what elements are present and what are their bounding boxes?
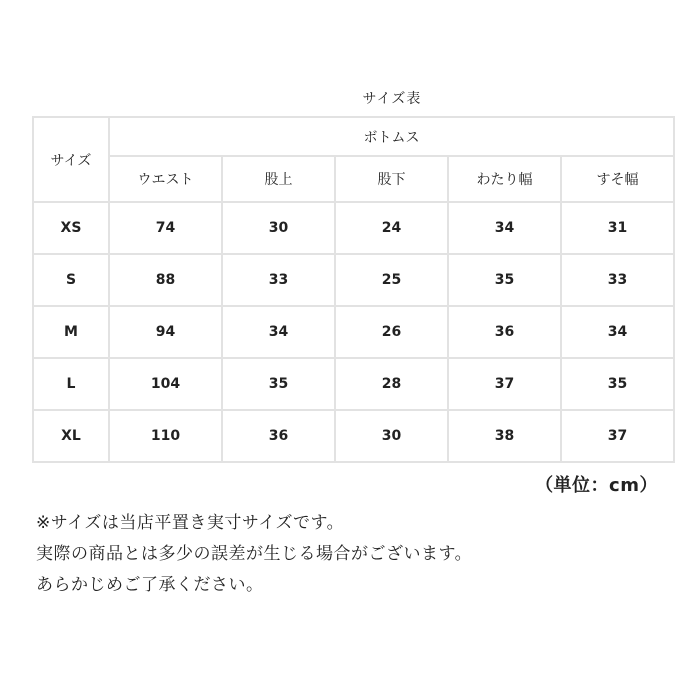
column-header-inseam: 股下 (335, 156, 448, 202)
header-row-group (33, 117, 674, 156)
table-cell: 28 (335, 358, 448, 410)
table-cell: 36 (448, 306, 561, 358)
table-cell: 35 (561, 358, 674, 410)
column-header-hem: すそ幅 (561, 156, 674, 202)
table-cell: 26 (335, 306, 448, 358)
table-row (33, 306, 674, 358)
table-row (33, 358, 674, 410)
note-line: あらかじめご了承ください。 (36, 575, 264, 595)
table-cell: 30 (335, 410, 448, 462)
size-label: M (33, 306, 109, 358)
table-cell: 35 (448, 254, 561, 306)
table-cell: 94 (109, 306, 222, 358)
column-header-waist: ウエスト (109, 156, 222, 202)
table-cell: 30 (222, 202, 335, 254)
size-column-header: サイズ (33, 117, 109, 202)
size-table (32, 116, 675, 463)
group-header-bottoms: ボトムス (109, 117, 674, 156)
column-header-rise: 股上 (222, 156, 335, 202)
table-cell: 88 (109, 254, 222, 306)
table-cell: 24 (335, 202, 448, 254)
note-line: ※サイズは当店平置き実寸サイズです。 (36, 513, 345, 533)
table-cell: 31 (561, 202, 674, 254)
notes-block (36, 508, 676, 601)
table-cell: 104 (109, 358, 222, 410)
size-label: XL (33, 410, 109, 462)
table-cell: 35 (222, 358, 335, 410)
table-cell: 37 (448, 358, 561, 410)
unit-note: （単位：cm） (535, 475, 658, 496)
table-row (33, 202, 674, 254)
table-cell: 37 (561, 410, 674, 462)
table-cell: 34 (222, 306, 335, 358)
table-cell: 25 (335, 254, 448, 306)
table-cell: 34 (448, 202, 561, 254)
column-header-thigh: わたり幅 (448, 156, 561, 202)
table-cell: 74 (109, 202, 222, 254)
table-cell: 36 (222, 410, 335, 462)
table-cell: 33 (222, 254, 335, 306)
size-label: XS (33, 202, 109, 254)
page-title: サイズ表 (362, 91, 422, 107)
note-line: 実際の商品とは多少の誤差が生じる場合がございます。 (36, 544, 473, 564)
size-label: S (33, 254, 109, 306)
table-cell: 33 (561, 254, 674, 306)
table-cell: 38 (448, 410, 561, 462)
header-row-columns (33, 156, 674, 202)
table-cell: 34 (561, 306, 674, 358)
size-label: L (33, 358, 109, 410)
table-cell: 110 (109, 410, 222, 462)
table-row (33, 254, 674, 306)
table-row (33, 410, 674, 462)
